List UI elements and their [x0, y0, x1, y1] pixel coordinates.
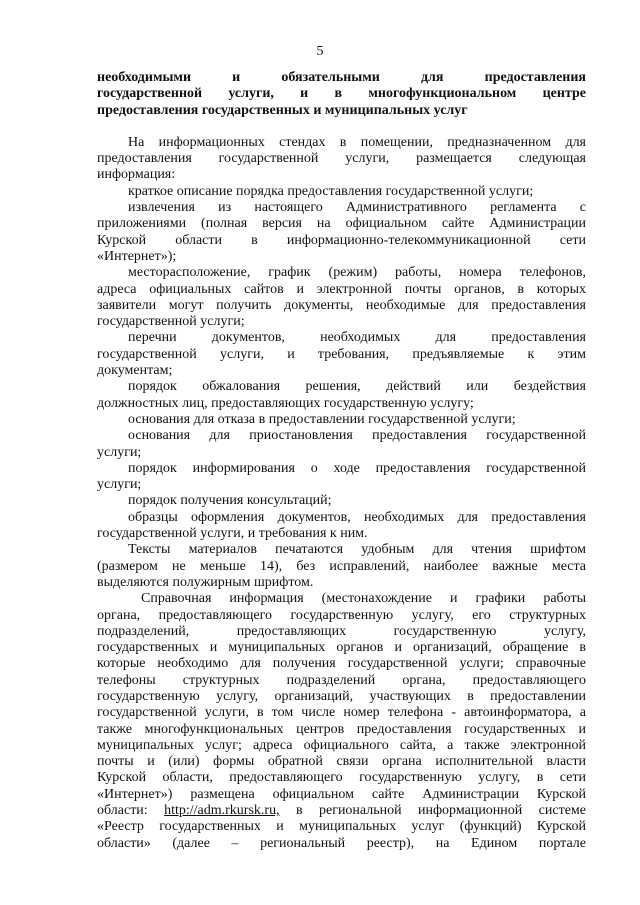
document-body [97, 70, 586, 852]
text-line: приложениями (полная версия на официальном сайте Администрации [97, 216, 586, 232]
text-line: порядок обжалования решения, действий или бездействия [128, 379, 586, 395]
text-line: краткое описание порядка предоставления государственной услуги; [128, 183, 534, 199]
text-line: адреса официальных сайтов и электронной почты органов, в которых [97, 281, 586, 297]
website-link[interactable]: http://adm.rkursk.ru, [164, 803, 280, 819]
text-line: государственной услуги, в том числе номер телефона - автоинформатора, а [97, 705, 586, 721]
text-line: «Интернет»); [97, 248, 177, 264]
text-line: услуги; [97, 477, 142, 493]
text-line: Справочная информация (местонахождение и графики работы [141, 591, 586, 607]
text-line: области: http://adm.rkursk.ru, в региональной информационной системе [97, 803, 586, 819]
text-line: (размером не меньше 14), без исправлений, наиболее важные места [97, 558, 586, 574]
text-line: «Реестр государственных и муниципальных услуг (функций) Курской [97, 819, 586, 835]
text-line: документам; [97, 363, 173, 379]
text-line: заявители могут получить документы, необходимые для предоставления [97, 297, 586, 313]
text-line: государственной услуги; [97, 314, 245, 330]
text-line: муниципальных услуг; адреса официального сайта, а также электронной [97, 737, 586, 753]
text-line: также многофункциональных центров предоставления государственных и [97, 721, 586, 737]
text-line: государственной услуги, и требования к ним. [97, 526, 368, 542]
text-line: должностных лиц, предоставляющих государственную услугу; [97, 395, 474, 411]
text-line: основания для приостановления предоставления государственной [128, 428, 586, 444]
heading-line: государственной услуги, и в многофункциональном центре [97, 86, 586, 102]
heading-line: необходимыми и обязательными для предоставления [97, 70, 586, 85]
text-line: порядок информирования о ходе предоставления государственной [128, 460, 586, 476]
text-line: государственной услуги, и требования, предъявляемые к этим [97, 346, 586, 362]
text-line: На информационных стендах в помещении, предназначенном для [128, 134, 586, 150]
text-line: телефоны структурных подразделений органа, предоставляющего [97, 672, 586, 688]
page-number: 5 [316, 44, 324, 59]
text-line: извлечения из настоящего Административного регламента с [128, 200, 586, 216]
text-line: Курской области, предоставляющего государственную услугу, в сети [97, 770, 586, 786]
text-line: подразделений, предоставляющих государственную услугу, [97, 623, 586, 639]
text-line: порядок получения консультаций; [128, 493, 332, 509]
text-line: которые необходимо для получения государственной услуги; справочные [97, 656, 586, 672]
text-line: «Интернет») размещена официальном сайте Администрации Курской [97, 786, 586, 802]
text-line: органа, предоставляющего государственную услугу, его структурных [97, 607, 586, 623]
text-line: услуги; [97, 444, 142, 460]
text-line: выделяются полужирным шрифтом. [97, 574, 314, 590]
text-line: государственную услугу, организаций, участвующих в предоставлении [97, 688, 586, 704]
text-line: информация: [97, 167, 176, 183]
heading-line: предоставления государственных и муниципальных услуг [97, 102, 468, 118]
text-line: государственных и муниципальных органов и организаций, обращение в [97, 640, 586, 656]
text-line: перечни документов, необходимых для предоставления [128, 330, 586, 346]
text-line: области» (далее – региональный реестр), на Едином портале [97, 835, 586, 851]
text-line: основания для отказа в предоставлении государственной услуги; [128, 411, 516, 427]
text-line: образцы оформления документов, необходимых для предоставления [128, 509, 586, 525]
text-line: Курской области в информационно-телекоммуникационной сети [97, 232, 586, 248]
text-line: предоставления государственной услуги, размещается следующая [97, 151, 586, 167]
text-line: почты и (или) формы обратной связи органа исполнительной власти [97, 754, 586, 770]
text-line: Тексты материалов печатаются удобным для чтения шрифтом [128, 542, 586, 558]
text-line: месторасположение, график (режим) работы, номера телефонов, [128, 265, 586, 281]
